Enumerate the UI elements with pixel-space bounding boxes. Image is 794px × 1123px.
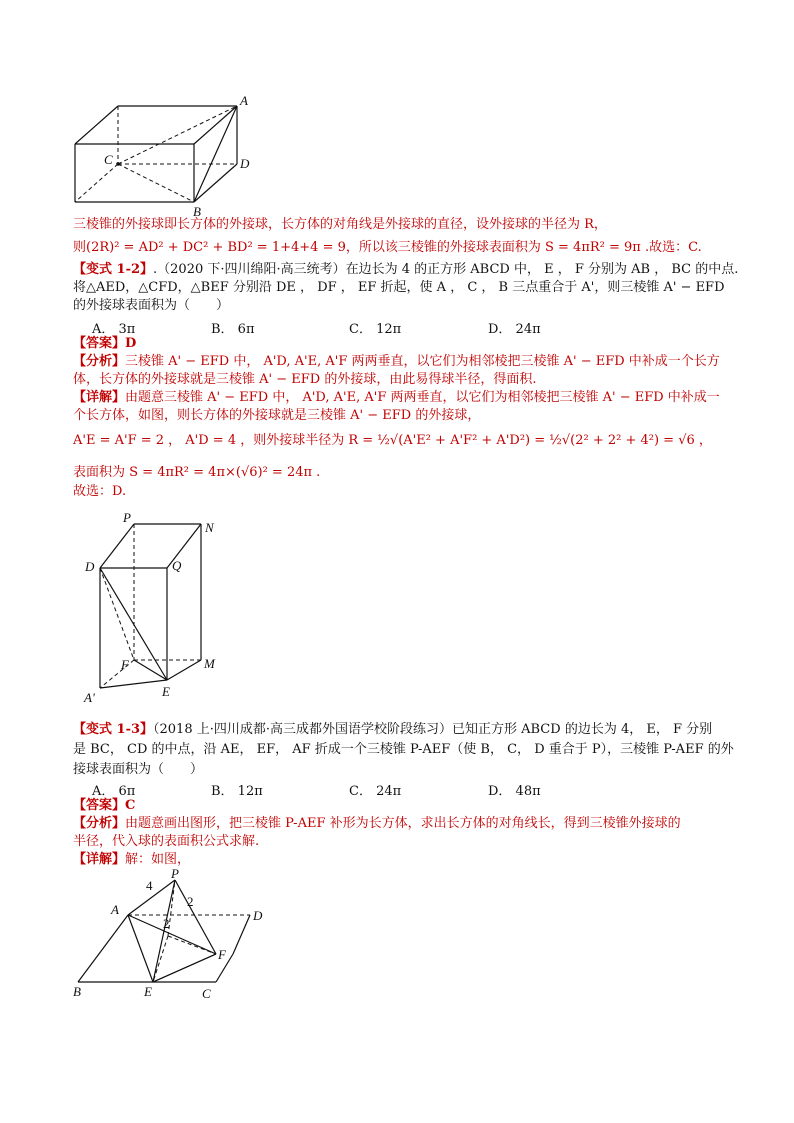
v12-detail2: 个长方体，如图，则长方体的外接球就是三棱锥 A' − EFD 的外接球，: [73, 408, 481, 423]
fig1-label-d: D: [240, 156, 250, 171]
figure-cuboid-1: [60, 92, 270, 217]
fig3-label-d: D: [253, 908, 263, 923]
fig1-label-a: A: [240, 93, 248, 108]
v13-q1: （2018 上·四川成都·高三成都外国语学校阶段练习）已知正方形 ABCD 的边长为 4， E， F 分别: [153, 722, 713, 737]
v12-analysis-line1: [73, 354, 720, 370]
v13-q3: 接球表面积为（ ）: [73, 762, 204, 777]
v13-analysis-line1: [73, 816, 681, 832]
fig3-label-4: 4: [146, 878, 153, 893]
v12-analysis2: 体，长方体的外接球就是三棱锥 A' − EFD 的外接球，由此易得球半径，得面积.: [73, 372, 537, 387]
fig2-label-n: N: [205, 520, 214, 535]
fig3-label-c: C: [202, 986, 211, 1001]
v13-option-b: B． 12π: [211, 784, 263, 799]
fig2-label-e: E: [162, 684, 170, 699]
figure-tetrahedron: [68, 868, 268, 1003]
fig1-label-c: C: [104, 152, 113, 167]
v13-option-c: C． 24π: [349, 784, 402, 799]
v12-q3: 的外接球表面积为（ ）: [73, 298, 230, 313]
v13-option-a: A． 6π: [92, 784, 136, 799]
v12-answer-value: D: [125, 336, 137, 351]
v13-detail-tag: 【详解】: [73, 852, 126, 867]
v12-detail-line1: [73, 390, 720, 406]
v12-analysis1: 三棱锥 A' − EFD 中， A'D, A'E, A'F 两两垂直，以它们为相邻棱把三棱锥 A' − EFD 中补成一个长方: [125, 354, 720, 369]
fig3-label-f: F: [218, 947, 226, 962]
fig3-label-b: B: [73, 984, 81, 999]
v12-detail3: A'E = A'F = 2 ， A'D = 4 ，则外接球半径为 R = ½√(A'E² + A'F² + A'D²) = ½√(2² + 2² + 4²) = √6 ，: [73, 433, 712, 448]
v12-q1: .（2020 下·四川绵阳·高三统考）在边长为 4 的正方形 ABCD 中， E ， F 分别为 AB ， BC 的中点.: [153, 262, 739, 277]
v12-option-d: D． 24π: [488, 322, 541, 337]
v13-answer-value: C: [125, 798, 136, 813]
fig1-label-b: B: [193, 204, 201, 217]
v13-analysis2: 半径，代入球的表面积公式求解.: [73, 834, 260, 849]
v12-analysis-tag: 【分析】: [73, 354, 126, 369]
v12-detail5: 故选：D.: [73, 484, 127, 499]
v13-analysis-tag: 【分析】: [73, 816, 126, 831]
fig2-label-p: P: [123, 510, 131, 525]
v12-q2: 将△AED，△CFD，△BEF 分别沿 DE ， DF ， EF 折起，使 A ， C ， B 三点重合于 A'，则三棱锥 A' − EFD: [73, 280, 725, 295]
v12-option-c: C． 12π: [349, 322, 402, 337]
fig2-label-d: D: [85, 559, 95, 574]
fig3-label-2-right: 2: [187, 894, 194, 909]
v12-answer: [73, 336, 136, 352]
v12-answer-tag: 【答案】: [73, 336, 126, 351]
fig2-label-f: F: [121, 657, 129, 672]
v12-detail-tag: 【详解】: [73, 390, 126, 405]
v12-option-b: B． 6π: [211, 322, 255, 337]
v13-tag: 【变式 1-3】: [73, 722, 154, 737]
v13-answer-tag: 【答案】: [73, 798, 126, 813]
v12-question-line1: [73, 262, 738, 278]
fig2-label-m: M: [204, 656, 215, 671]
fig3-label-p: P: [171, 868, 179, 881]
v12-detail4: 表面积为 S = 4πR² = 4π×(√6)² = 24π .: [73, 465, 321, 480]
v12-option-a: A． 3π: [92, 322, 136, 337]
v13-question-line1: [73, 722, 712, 738]
figure-cuboid-2: [78, 508, 238, 708]
sol1-line1: 三棱锥的外接球即长方体的外接球，长方体的对角线是外接球的直径，设外接球的半径为 R，: [73, 217, 607, 232]
v13-detail1: 解：如图，: [125, 852, 191, 867]
fig3-label-a: A: [111, 902, 119, 917]
v13-answer: [73, 798, 135, 814]
v12-detail1: 由题意三棱锥 A' − EFD 中， A'D, A'E, A'F 两两垂直，以它们为相邻棱把三棱锥 A' − EFD 中补成一: [125, 390, 720, 405]
v13-option-d: D． 48π: [488, 784, 541, 799]
fig2-label-q: Q: [172, 558, 182, 573]
fig3-label-e: E: [144, 984, 152, 999]
v13-detail-line1: [73, 852, 190, 868]
fig2-label-a: A': [84, 690, 95, 705]
fig3-label-2-middle: 2: [163, 916, 170, 931]
v12-tag: 【变式 1-2】: [73, 262, 154, 277]
v13-q2: 是 BC， CD 的中点，沿 AE， EF， AF 折成一个三棱锥 P-AEF（使 B， C， D 重合于 P），三棱锥 P-AEF 的外: [73, 742, 734, 757]
v13-analysis1: 由题意画出图形，把三棱锥 P-AEF 补形为长方体，求出长方体的对角线长，得到三棱锥外接球的: [125, 816, 681, 831]
sol1-line2: 则(2R)² = AD² + DC² + BD² = 1+4+4 = 9，所以该三棱锥的外接球表面积为 S = 4πR² = 9π .故选：C.: [73, 240, 702, 255]
